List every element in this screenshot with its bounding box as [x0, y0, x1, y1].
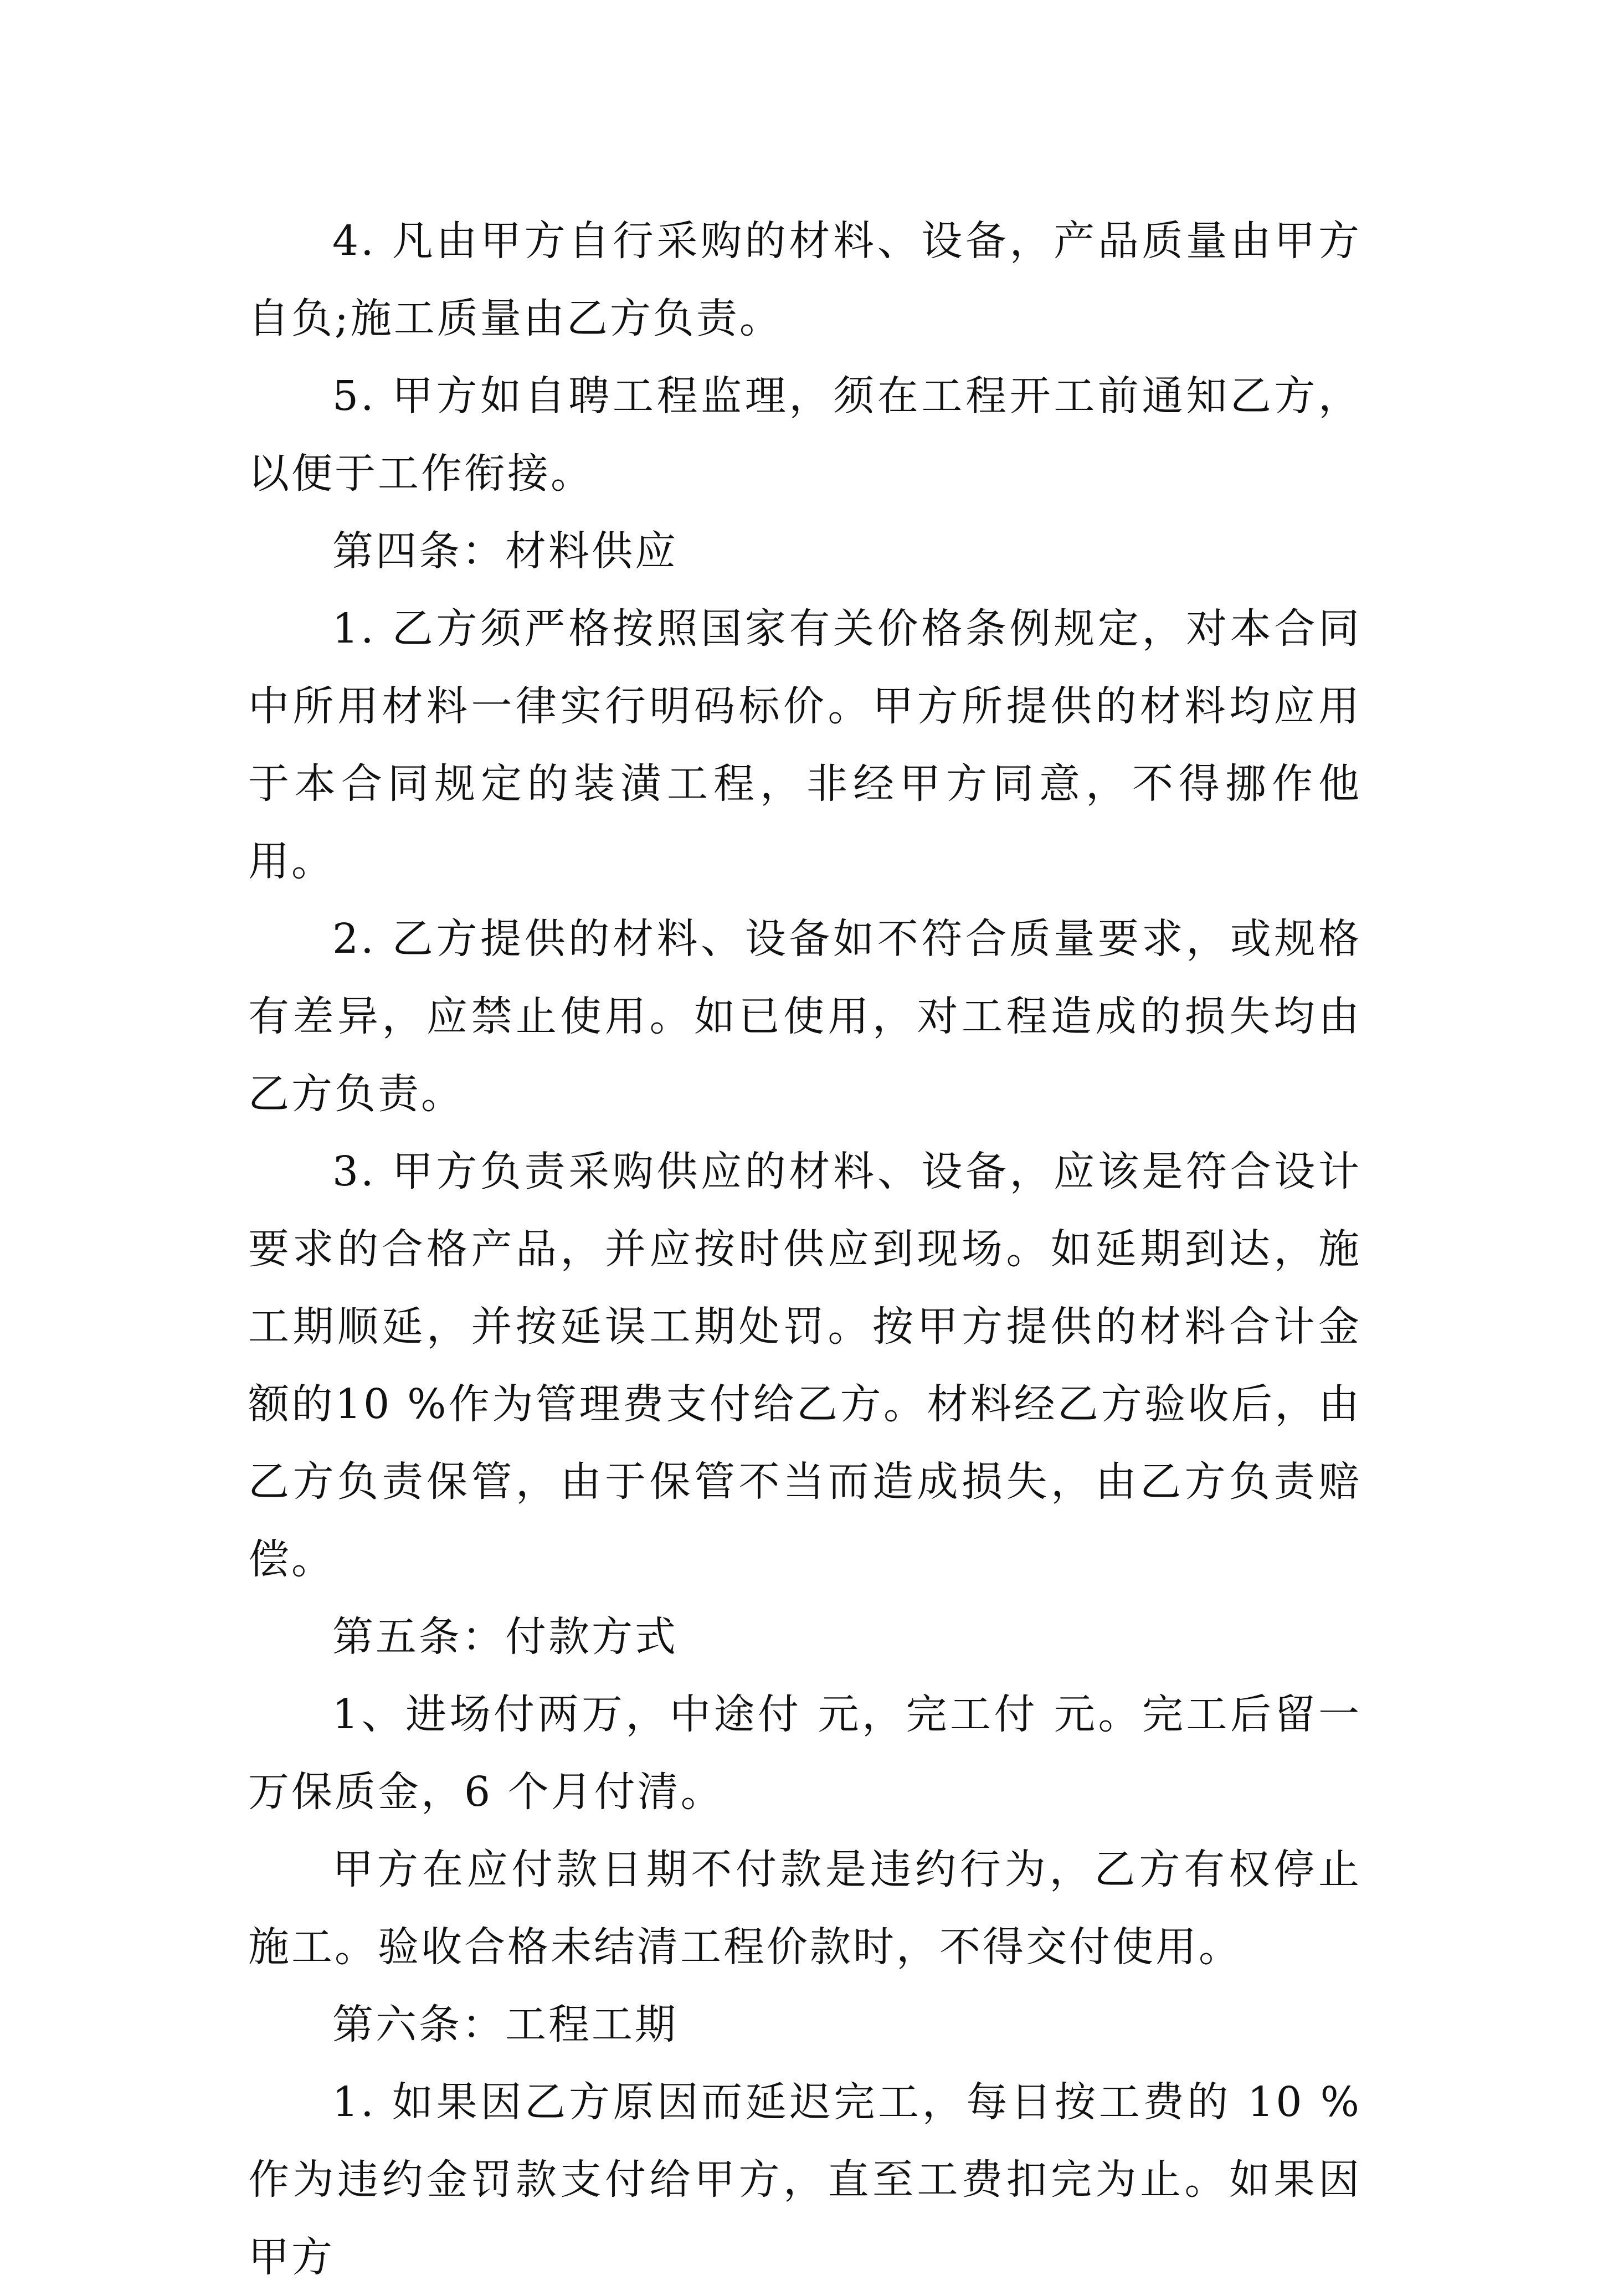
contract-body — [248, 202, 1361, 2296]
clause-4-item-2: 2. 乙方提供的材料、设备如不符合质量要求，或规格有差异，应禁止使用。如已使用，对工程造成的损失均由乙方负责。 — [248, 915, 1361, 1118]
clause-3-item-4: 4. 凡由甲方自行采购的材料、设备，产品质量由甲方自负;施工质量由乙方负责。 — [248, 217, 1361, 342]
clause-3-item-5: 5. 甲方如自聘工程监理，须在工程开工前通知乙方，以便于工作衔接。 — [248, 372, 1361, 497]
clause-5-heading: 第五条：付款方式 — [332, 1613, 678, 1661]
clause-4-heading: 第四条：材料供应 — [332, 527, 678, 575]
clause-6-heading: 第六条：工程工期 — [332, 2001, 678, 2048]
clause-4-item-1: 1. 乙方须严格按照国家有关价格条例规定，对本合同中所用材料一律实行明码标价。甲方所提供的材料均应用于本合同规定的装潢工程，非经甲方同意，不得挪作他用。 — [248, 605, 1361, 885]
clause-4-item-3: 3. 甲方负责采购供应的材料、设备，应该是符合设计要求的合格产品，并应按时供应到现场。如延期到达，施工期顺延，并按延误工期处罚。按甲方提供的材料合计金额的10 %作为管理费支付给乙方。材料经乙方验收后，由乙方负责保管，由于保管不当而造成损失，由乙方负责赔偿。 — [248, 1148, 1361, 1583]
clause-5-paragraph: 甲方在应付款日期不付款是违约行为，乙方有权停止施工。验收合格未结清工程价款时，不得交付使用。 — [248, 1846, 1361, 1971]
clause-5-item-1: 1、进场付两万，中途付 元，完工付 元。完工后留一万保质金，6 个月付清。 — [248, 1691, 1361, 1816]
clause-6-item-1: 1. 如果因乙方原因而延迟完工，每日按工费的 10 %作为违约金罚款支付给甲方，直至工费扣完为止。如果因甲方 — [248, 2078, 1361, 2281]
